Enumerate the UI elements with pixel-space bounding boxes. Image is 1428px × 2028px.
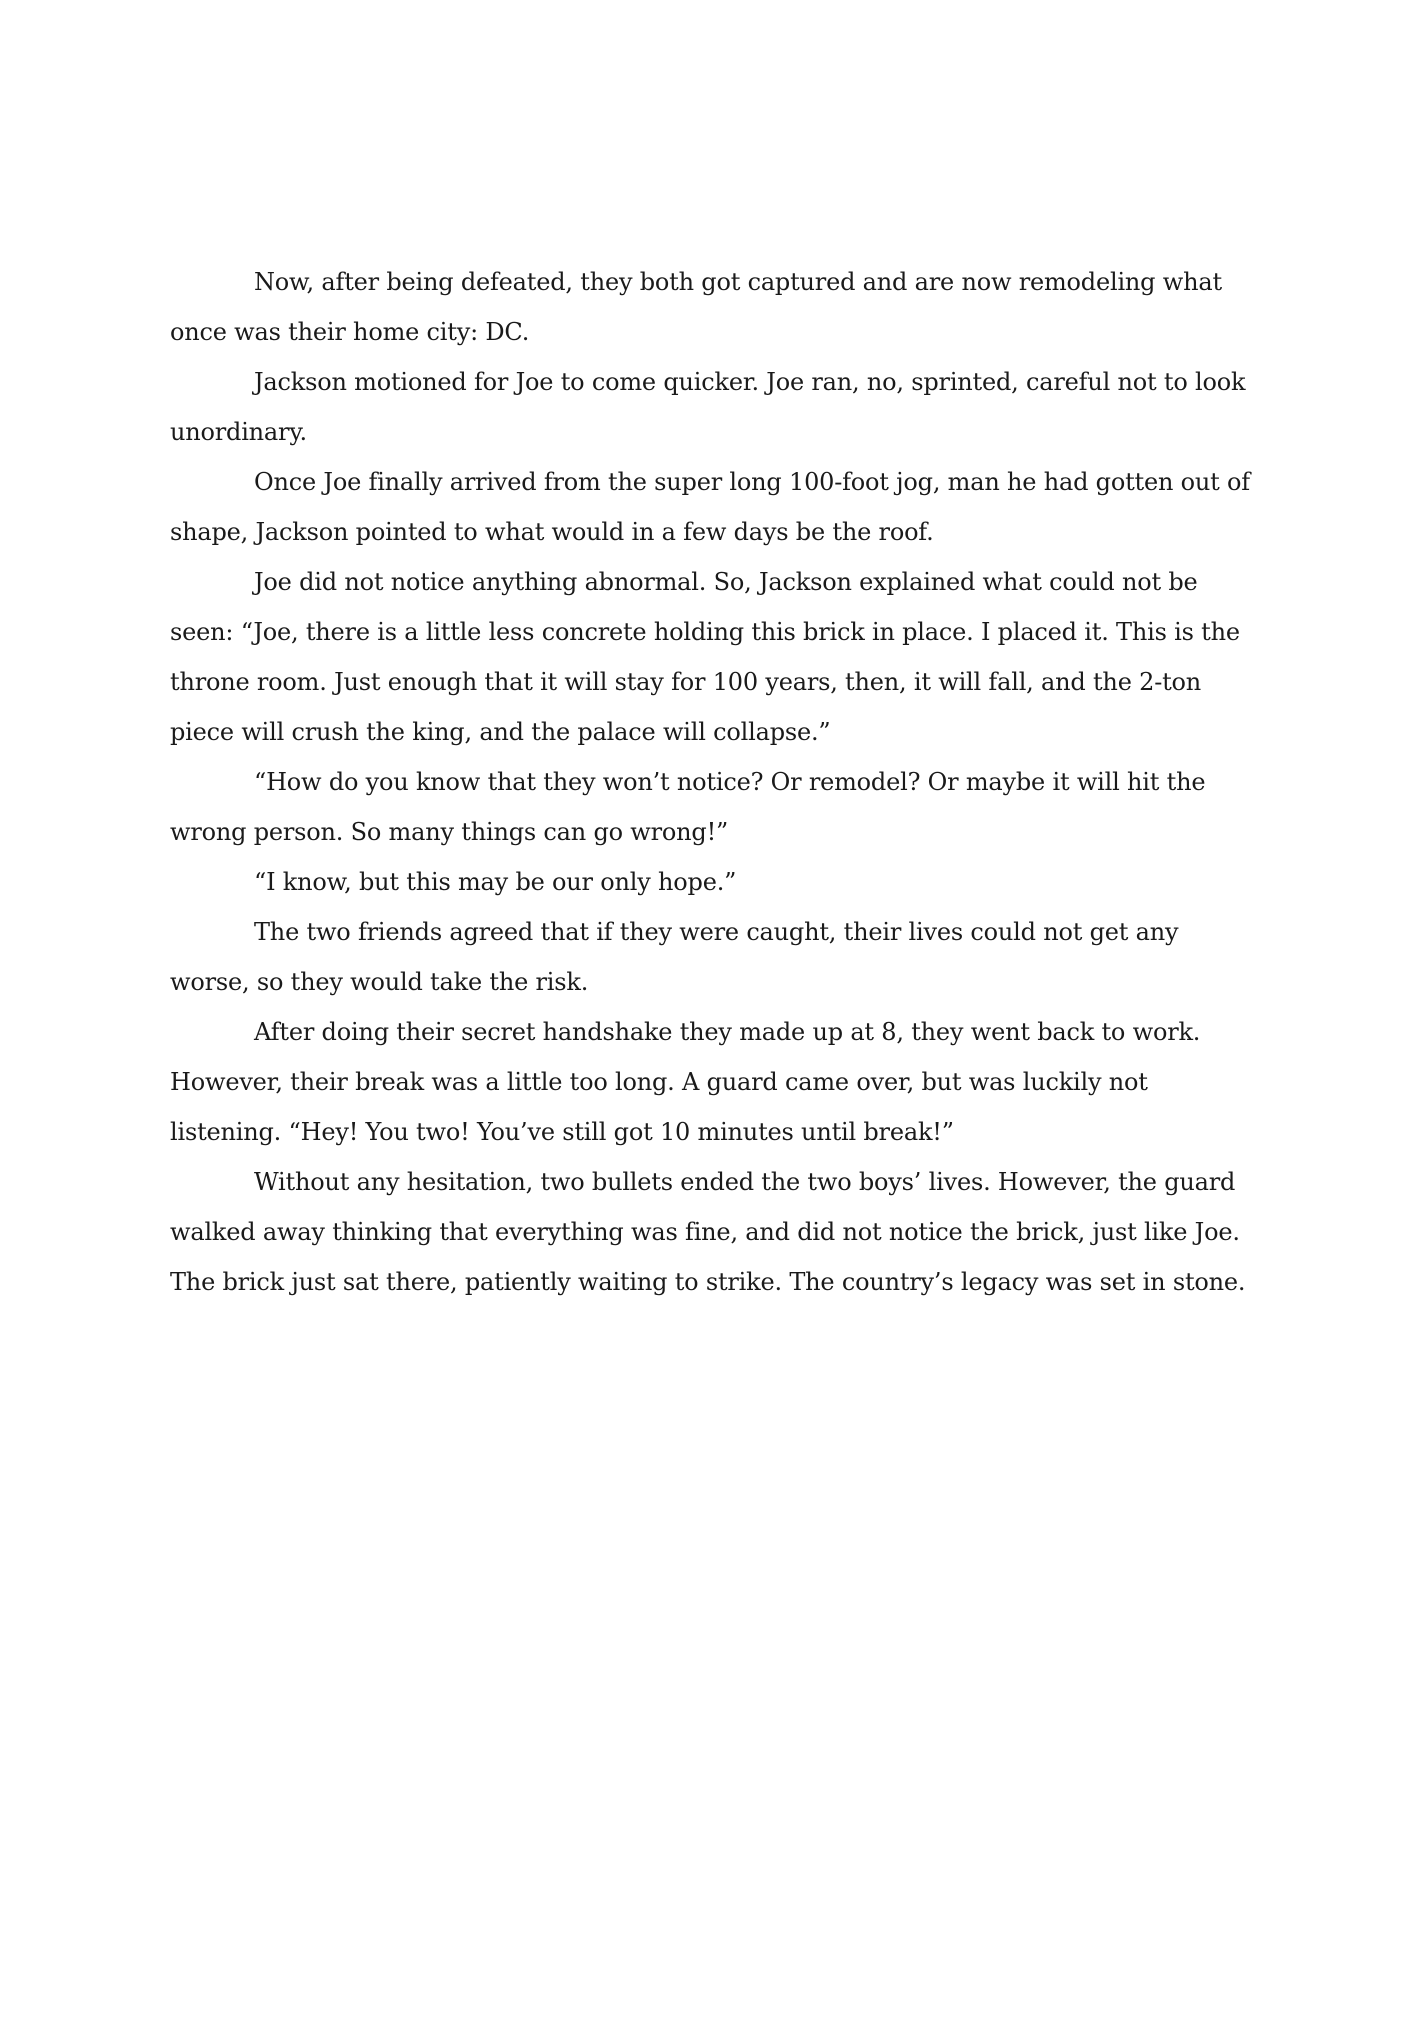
story-text [170, 257, 1265, 1307]
paragraph: Jackson motioned for Joe to come quicker. Joe ran, no, sprinted, careful not to look unordinary. [170, 368, 1246, 446]
paragraph: “I know, but this may be our only hope.” [254, 868, 737, 896]
paragraph: After doing their secret handshake they made up at 8, they went back to work. However, their break was a little too long. A guard came over, but was luckily not listening. “Hey! You two! You’ve still got 10 minutes until break!” [170, 1018, 1201, 1146]
paragraph: Now, after being defeated, they both got captured and are now remodeling what once was their home city: DC. [170, 268, 1222, 346]
paragraph: The two friends agreed that if they were caught, their lives could not get any worse, so they would take the risk. [170, 918, 1179, 996]
paragraph: Joe did not notice anything abnormal. So, Jackson explained what could not be seen: “Joe, there is a little less concrete holding this brick in place. I placed it. This is the throne room. Just enough that it will stay for 100 years, then, it will fall, and the 2-ton piece will crush the king, and the palace will collapse.” [170, 568, 1240, 746]
paragraph: Once Joe finally arrived from the super long 100-foot jog, man he had gotten out of shape, Jackson pointed to what would in a few days be the roof. [170, 468, 1250, 546]
paragraph: “How do you know that they won’t notice? Or remodel? Or maybe it will hit the wrong person. So many things can go wrong!” [170, 768, 1206, 846]
paragraph: Without any hesitation, two bullets ended the two boys’ lives. However, the guard walked away thinking that everything was fine, and did not notice the brick, just like Joe. The brick just sat there, patiently waiting to strike. The country’s legacy was set in stone. [170, 1168, 1246, 1296]
